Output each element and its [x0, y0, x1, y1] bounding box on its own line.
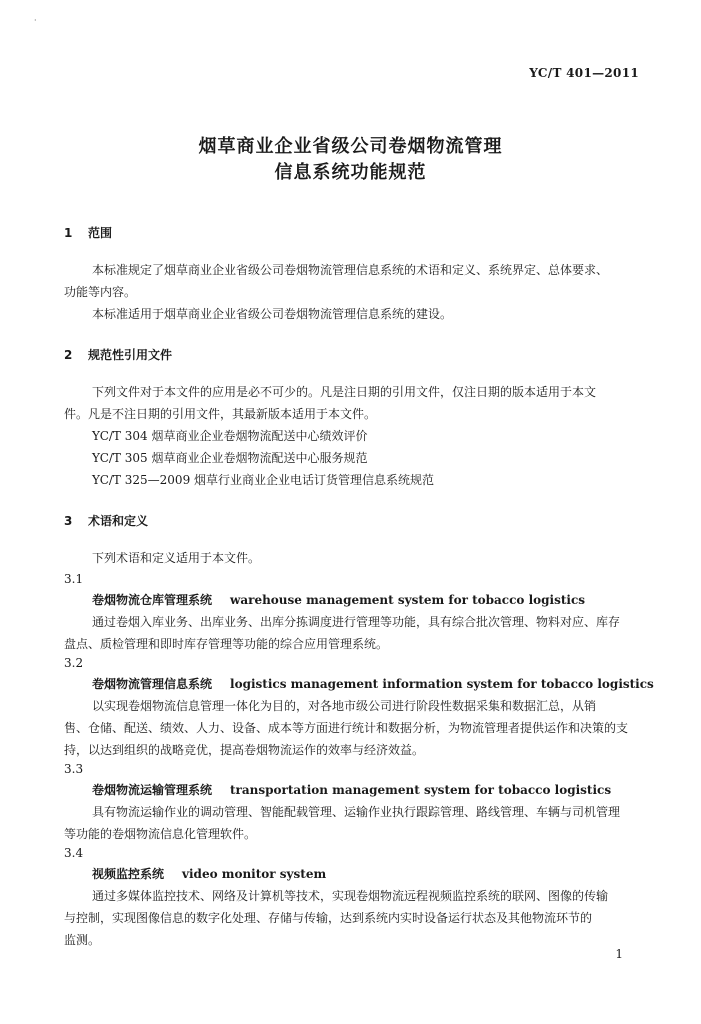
s1-para-2: 本标准适用于烟草商业企业省级公司卷烟物流管理信息系统的建设。 — [92, 307, 453, 321]
scan-mark: · — [34, 16, 37, 25]
doc-title-line-1: 烟草商业企业省级公司卷烟物流管理 — [198, 136, 503, 157]
term-3-3-def-line-2: 等功能的卷烟物流信息化管理软件。 — [64, 827, 257, 841]
term-3-1-def-line-2: 盘点、质检管理和即时库存管理等功能的综合应用管理系统。 — [64, 637, 389, 651]
reference-3: YC/T 325—2009 烟草行业商业企业电话订货管理信息系统规范 — [92, 473, 435, 487]
s1-para-1-line-1: 本标准规定了烟草商业企业省级公司卷烟物流管理信息系统的术语和定义、系统界定、总体要求、 — [92, 263, 609, 277]
term-3-1-number: 3.1 — [64, 572, 84, 586]
term-3-2-def-line-1: 以实现卷烟物流信息管理一体化为目的，对各地市级公司进行阶段性数据采集和数据汇总，从销 — [92, 699, 597, 713]
term-3-2-name: 卷烟物流管理信息系统 logistics management information system for tobacco logistics — [92, 677, 654, 691]
term-3-4-def-line-1: 通过多媒体监控技术、网络及计算机等技术，实现卷烟物流远程视频监控系统的联网、图像的传输 — [92, 889, 609, 903]
s2-para-line-2: 件。凡是不注日期的引用文件，其最新版本适用于本文件。 — [64, 407, 377, 421]
term-3-2-def-line-3: 持，以达到组织的战略竞优，提高卷烟物流运作的效率与经济效益。 — [64, 743, 425, 757]
s1-para-1-line-2: 功能等内容。 — [64, 285, 137, 299]
term-3-3-number: 3.3 — [64, 762, 84, 776]
section-3-heading: 3 术语和定义 — [64, 514, 149, 528]
section-1-heading: 1 范围 — [64, 226, 113, 240]
reference-1: YC/T 304 烟草商业企业卷烟物流配送中心绩效评价 — [92, 429, 368, 443]
s3-intro: 下列术语和定义适用于本文件。 — [92, 551, 261, 565]
standard-code: YC/T 401—2011 — [529, 66, 639, 80]
doc-title-line-2: 信息系统功能规范 — [274, 162, 427, 183]
term-3-3-name: 卷烟物流运输管理系统 transportation management system for tobacco logistics — [92, 783, 612, 797]
term-3-4-name: 视频监控系统 video monitor system — [92, 867, 327, 881]
s2-para-line-1: 下列文件对于本文件的应用是必不可少的。凡是注日期的引用文件，仅注日期的版本适用于本文 — [92, 385, 597, 399]
term-3-2-number: 3.2 — [64, 656, 84, 670]
reference-2: YC/T 305 烟草商业企业卷烟物流配送中心服务规范 — [92, 451, 368, 465]
term-3-4-def-line-2: 与控制，实现图像信息的数字化处理、存储与传输，达到系统内实时设备运行状态及其他物流环节的 — [64, 911, 593, 925]
term-3-3-def-line-1: 具有物流运输作业的调动管理、智能配载管理、运输作业执行跟踪管理、路线管理、车辆与司机管理 — [92, 805, 621, 819]
term-3-4-number: 3.4 — [64, 846, 84, 860]
term-3-1-def-line-1: 通过卷烟入库业务、出库业务、出库分拣调度进行管理等功能，具有综合批次管理、物料对应、库存 — [92, 615, 621, 629]
term-3-4-def-line-3: 监测。 — [64, 933, 101, 947]
section-2-heading: 2 规范性引用文件 — [64, 348, 173, 362]
term-3-2-def-line-2: 售、仓储、配送、绩效、人力、设备、成本等方面进行统计和数据分析，为物流管理者提供运作和决策的支 — [64, 721, 629, 735]
term-3-1-name: 卷烟物流仓库管理系统 warehouse management system for tobacco logistics — [92, 593, 586, 607]
page-number: 1 — [615, 947, 623, 961]
